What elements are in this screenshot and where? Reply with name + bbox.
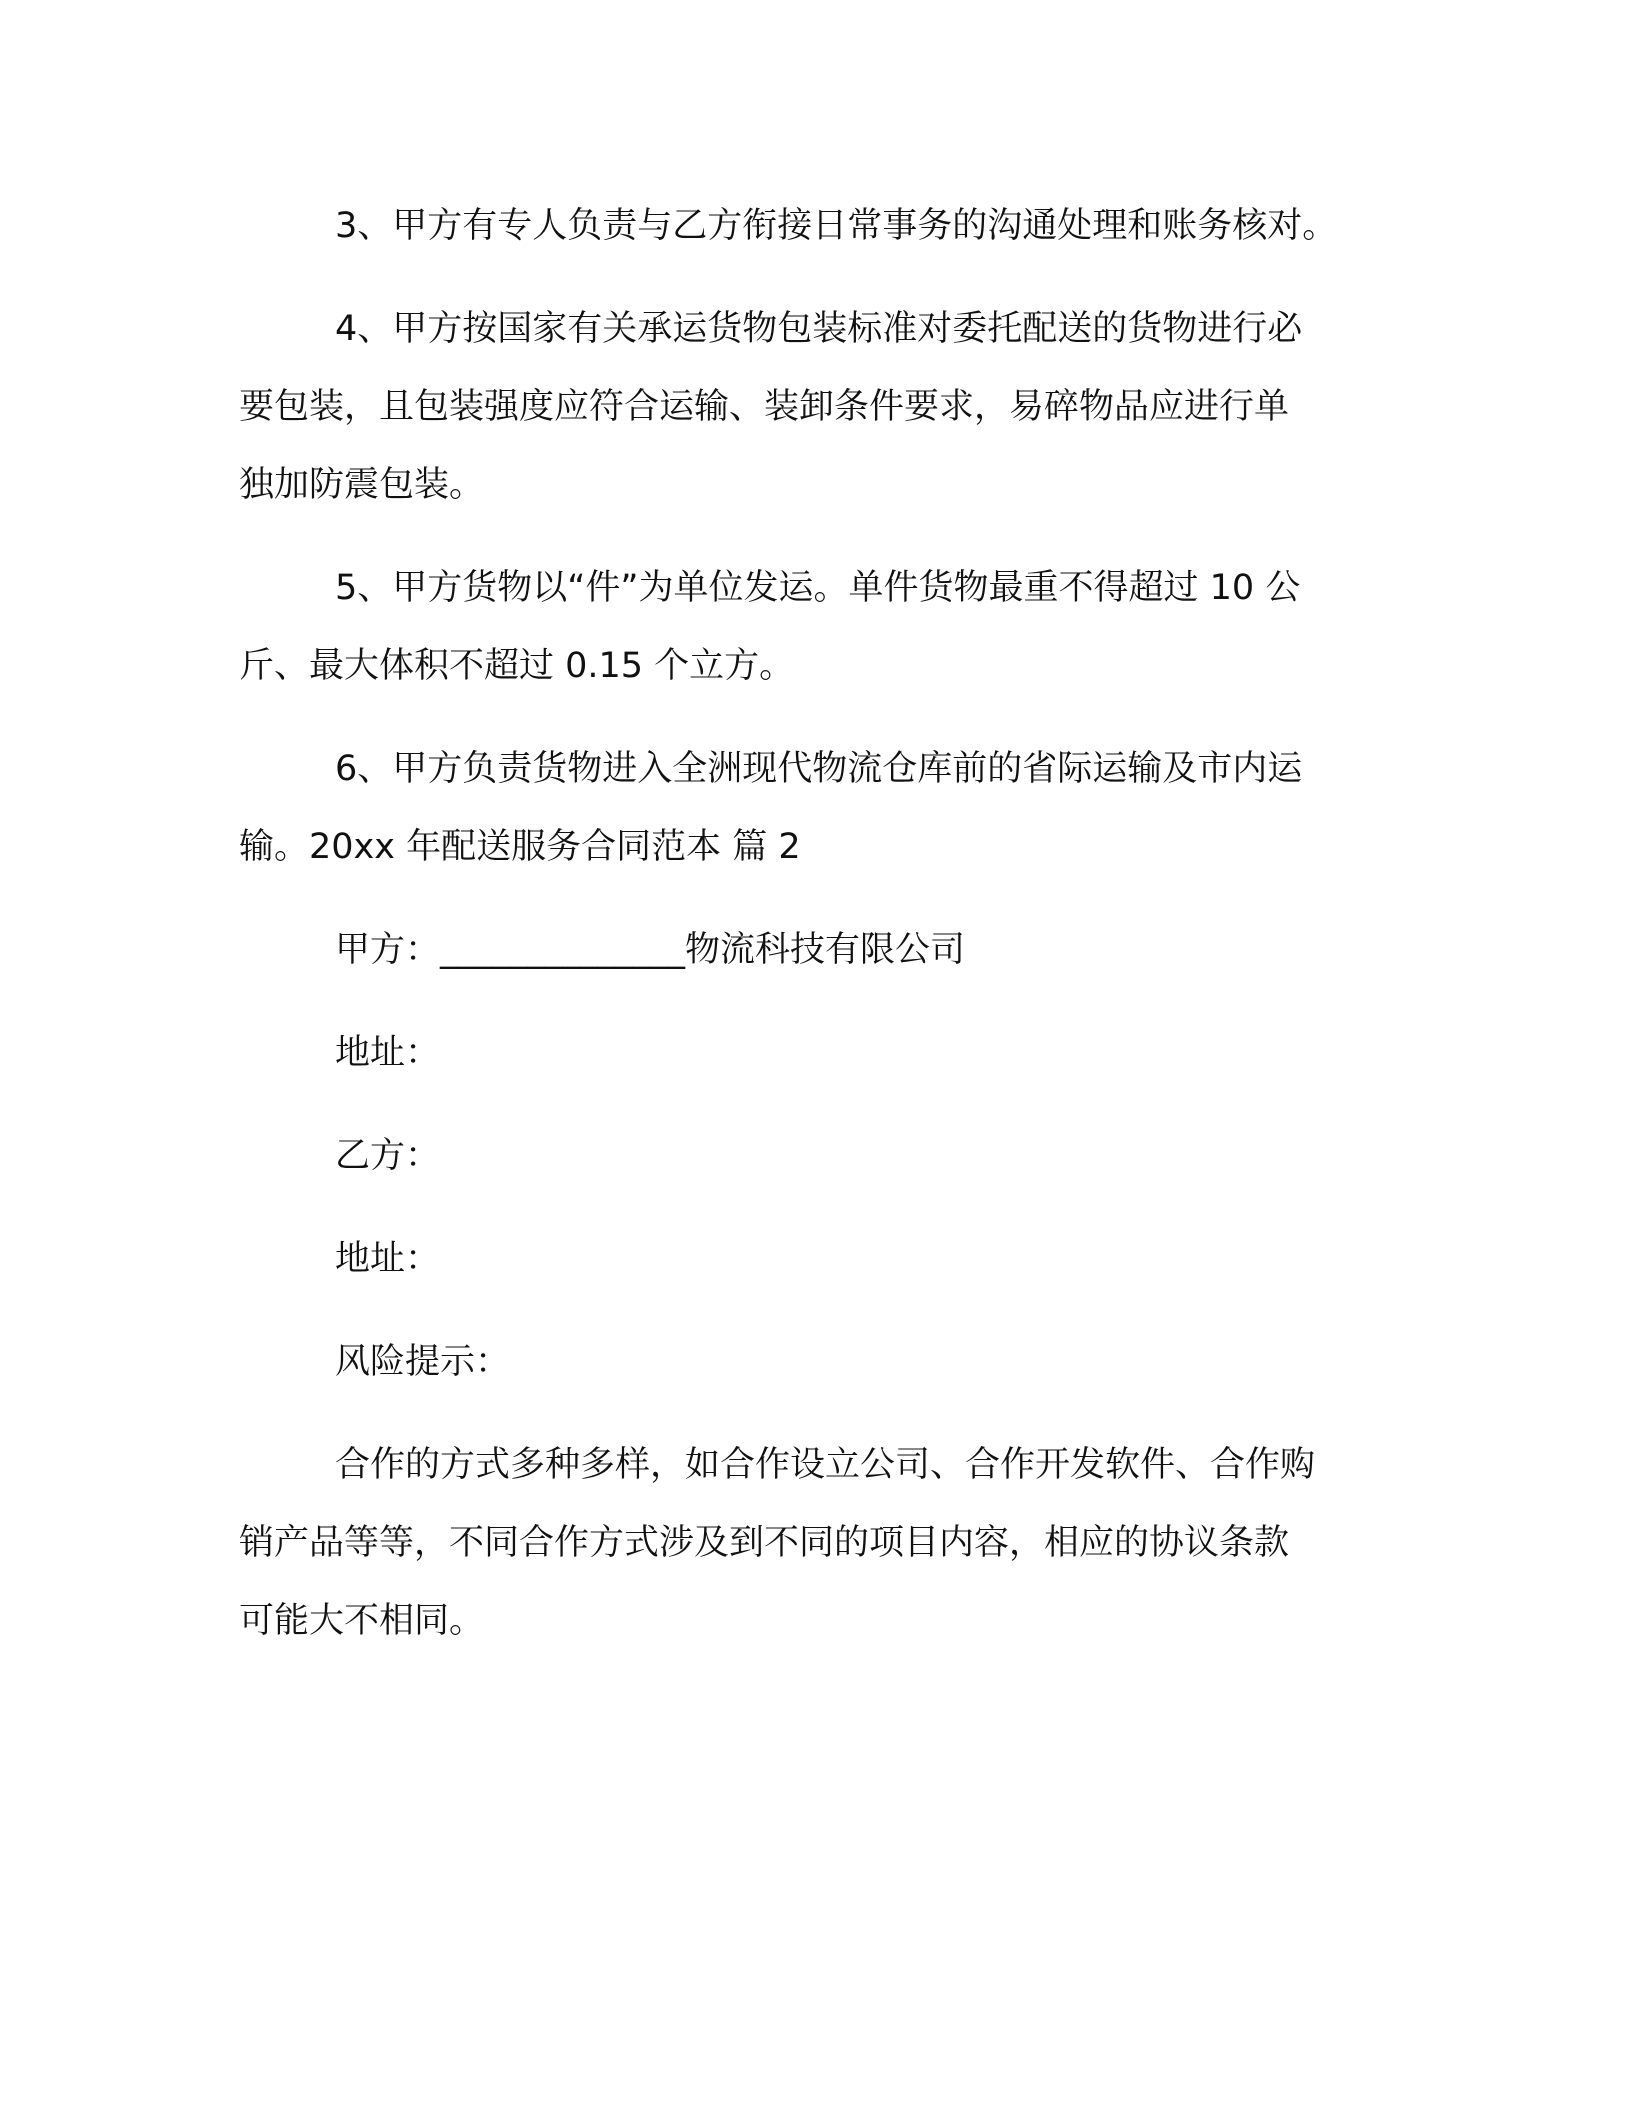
clause-5-line-2: 斤、最大体积不超过 0.15 个立方。: [239, 646, 795, 686]
clause-6-paragraph: [239, 730, 1389, 886]
party-a-address-paragraph: [239, 1014, 1389, 1092]
clause-4-paragraph: [239, 290, 1389, 524]
party-b-paragraph: [239, 1117, 1389, 1195]
party-b-address-line: 地址：: [335, 1239, 441, 1279]
party-b-line: 乙方：: [335, 1136, 441, 1176]
document-body: [239, 187, 1389, 1685]
risk-heading-paragraph: [239, 1323, 1389, 1401]
party-a-address-line: 地址：: [335, 1033, 441, 1073]
party-a-line: 甲方：______________物流科技有限公司: [335, 930, 966, 970]
party-b-address-paragraph: [239, 1220, 1389, 1298]
clause-4-line-1: 4、甲方按国家有关承运货物包装标准对委托配送的货物进行必: [335, 309, 1303, 349]
clause-3-paragraph: [239, 187, 1389, 265]
clause-5-line-1: 5、甲方货物以“件”为单位发运。单件货物最重不得超过 10 公: [335, 568, 1301, 608]
clause-4-line-3: 独加防震包装。: [239, 465, 485, 505]
party-a-paragraph: [239, 911, 1389, 989]
clause-3-line-1: 3、甲方有专人负责与乙方衔接日常事务的沟通处理和账务核对。: [335, 206, 1338, 246]
risk-body-line-3: 可能大不相同。: [239, 1601, 485, 1641]
clause-4-line-2: 要包装，且包装强度应符合运输、装卸条件要求，易碎物品应进行单: [239, 387, 1290, 427]
risk-heading-line: 风险提示：: [335, 1342, 511, 1382]
clause-5-paragraph: [239, 549, 1389, 705]
risk-body-line-1: 合作的方式多种多样，如合作设立公司、合作开发软件、合作购: [335, 1445, 1316, 1485]
risk-body-line-2: 销产品等等，不同合作方式涉及到不同的项目内容，相应的协议条款: [239, 1523, 1290, 1563]
risk-body-paragraph: [239, 1426, 1389, 1660]
clause-6-line-1: 6、甲方负责货物进入全洲现代物流仓库前的省际运输及市内运: [335, 749, 1303, 789]
clause-6-line-2: 输。20xx 年配送服务合同范本 篇 2: [239, 827, 801, 867]
